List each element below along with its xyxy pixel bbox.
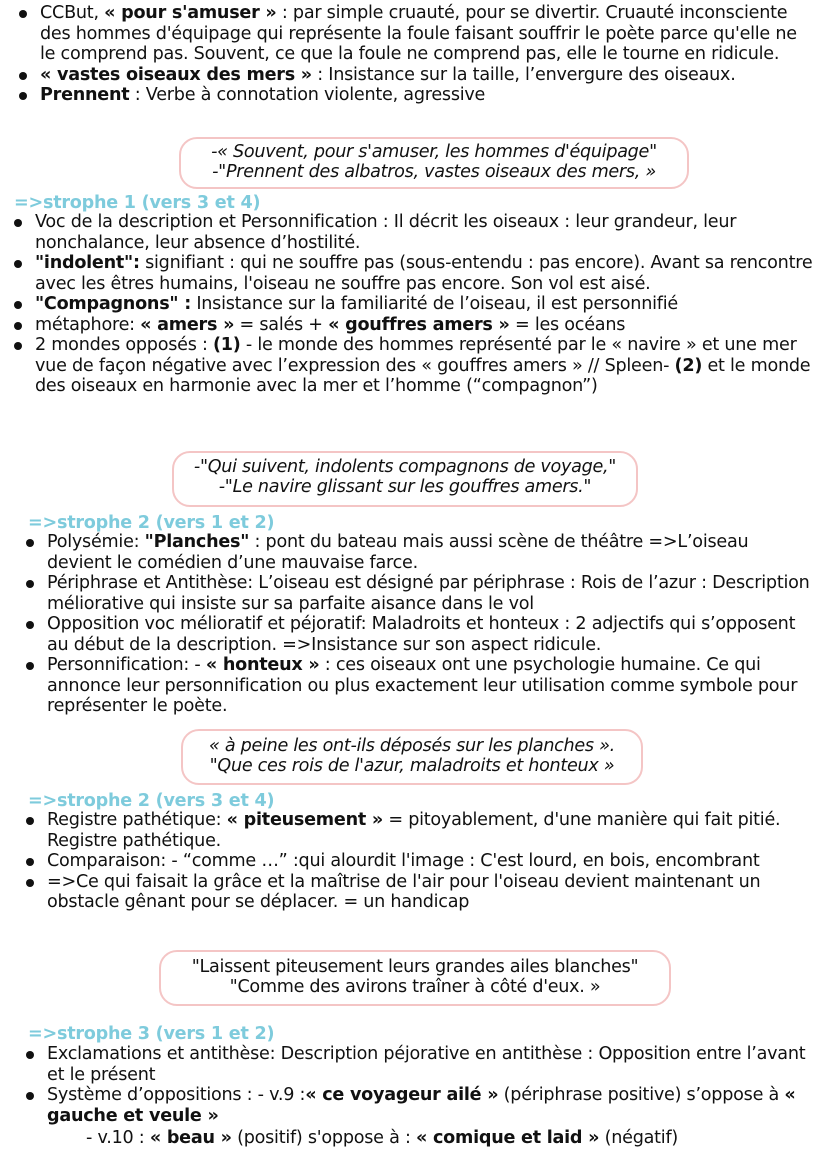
text-run: Registre pathétique: [47, 810, 227, 830]
bold-text: « piteusement » [226, 810, 384, 830]
text-run: = pitoyablement, d'une manière qui fait pitié. Registre pathétique. [47, 810, 781, 851]
bullet-list-strophe-2b [47, 810, 815, 913]
bullet-item [47, 614, 815, 655]
text-run: : ces oiseaux ont une psychologie humaine. Ce qui annonce leur personnification ou plus exactement leur utilisation comme symbole pour représenter le poète. [47, 655, 798, 716]
quote-line: -"Prennent des albatros, vastes oiseaux des mers, » [212, 162, 656, 182]
bullet-item [40, 3, 815, 65]
bold-text: (2) [674, 355, 703, 376]
quote-line: "Laissent piteusement leurs grandes ailes blanches" [191, 957, 639, 977]
bullet-item [47, 872, 815, 913]
bullet-item [47, 655, 815, 717]
text-run: = les océans [509, 314, 626, 335]
bullet-item [35, 212, 815, 253]
bullet-item [35, 294, 815, 315]
text-run: Exclamations et antithèse: Description péjorative en antithèse : Opposition entre l’avant et le présent [47, 1044, 806, 1085]
text-run: Périphrase et Antithèse: L’oiseau est désigné par périphrase : Rois de l’azur : Description méliorative qui insiste sur sa parfaite aisance dans le vol [47, 573, 810, 614]
quote-box-2 [172, 451, 638, 507]
bold-text: « comique et laid » [415, 1128, 600, 1148]
quote-box-3 [181, 729, 643, 785]
text-run: Personnification: - [47, 655, 206, 675]
text-run: Opposition voc mélioratif et péjoratif: Maladroits et honteux : 2 adjectifs qui s’opposent au début de la description. =>Insistance sur son aspect ridicule. [47, 614, 796, 655]
bold-text: « honteux » [205, 655, 320, 675]
bullet-list-intro [40, 3, 815, 106]
quote-line: -« Souvent, pour s'amuser, les hommes d'équipage" [211, 142, 657, 162]
text-run: - v.10 : [86, 1128, 150, 1148]
text-run: CCBut, [40, 3, 105, 23]
quote-box-4 [159, 950, 671, 1006]
text-run: - le monde des hommes représenté par le « navire » et une mer vue de façon négative avec l’expression des « gouffres amers » // Spleen- [35, 335, 797, 376]
bullet-item [35, 315, 815, 336]
text-run: : Insistance sur la taille, l’envergure des oiseaux. [311, 64, 736, 85]
bullet-item [47, 1044, 815, 1085]
bold-text: « gauche et veule » [47, 1085, 796, 1126]
section-heading-strophe-3-vers-1-2: =>strophe 3 (vers 1 et 2) [28, 1024, 275, 1044]
bullet-list-strophe-2a [47, 532, 815, 717]
text-run: Polysémie: [47, 532, 145, 552]
text-run: métaphore: [35, 314, 141, 335]
text-run: : par simple cruauté, pour se divertir. Cruauté inconsciente des hommes d'équipage qui représente la foule faisant souffrir le poète parce qu'elle ne le comprend pas. Souvent, ce que la foule ne comprend pas, elle le tourne en ridicule. [40, 3, 797, 64]
bullet-list-strophe-1 [35, 212, 815, 397]
text-run: : pont du bateau mais aussi scène de théâtre =>L’oiseau devient le comédien d’une mauvaise farce. [47, 532, 749, 573]
bold-text: « beau » [149, 1128, 232, 1148]
bold-text: « vastes oiseaux des mers » [40, 64, 312, 85]
quote-box-1 [179, 137, 689, 189]
text-run: = salés + [234, 314, 329, 335]
text-run: (positif) s'oppose à : [231, 1128, 416, 1148]
bullet-list-strophe-3 [47, 1044, 815, 1126]
sub-line-v10 [86, 1128, 806, 1149]
quote-line: « à peine les ont-ils déposés sur les planches ». [209, 736, 615, 756]
quote-line: "Que ces rois de l'azur, maladroits et honteux » [209, 756, 615, 776]
bold-text: "Compagnons" : [35, 294, 191, 314]
bullet-item [47, 1085, 815, 1126]
text-run: signifiant : qui ne souffre pas (sous-entendu : pas encore). Avant sa rencontre avec les êtres humains, l'oiseau ne souffre pas encore. Son vol est aisé. [35, 253, 813, 294]
quote-line: "Comme des avirons traîner à côté d'eux. » [229, 977, 601, 997]
quote-line: -"Le navire glissant sur les gouffres amers." [218, 477, 592, 497]
text-run: (périphrase positive) s’oppose à [498, 1085, 785, 1105]
text-run: Insistance sur la familiarité de l’oiseau, il est personnifié [191, 294, 678, 314]
bullet-item [40, 85, 815, 106]
quote-line: -"Qui suivent, indolents compagnons de voyage," [193, 457, 617, 477]
bullet-item [35, 253, 815, 294]
text-run: Système d’oppositions : - v.9 : [47, 1085, 306, 1105]
bold-text: « pour s'amuser » [104, 3, 277, 23]
bullet-item [47, 532, 815, 573]
bold-text: "Planches" [144, 532, 250, 552]
bold-text: « amers » [140, 314, 235, 335]
section-heading-strophe-1-vers-3-4: =>strophe 1 (vers 3 et 4) [14, 193, 261, 213]
bullet-item [35, 335, 815, 397]
bullet-item [40, 65, 815, 86]
section-heading-strophe-2-vers-1-2: =>strophe 2 (vers 1 et 2) [28, 513, 275, 533]
bold-text: « ce voyageur ailé » [305, 1085, 499, 1105]
text-run: 2 mondes opposés : [35, 335, 213, 355]
bullet-item [47, 851, 815, 872]
bold-text: (1) [212, 335, 241, 355]
bold-text: « gouffres amers » [328, 314, 510, 335]
text-run: et le monde des oiseaux en harmonie avec la mer et l’homme (“compagnon”) [35, 355, 811, 396]
text-run: (négatif) [599, 1128, 679, 1148]
bold-text: "indolent": [35, 253, 140, 273]
bold-text: Prennent [40, 85, 130, 105]
text-run: Comparaison: - “comme …” :qui alourdit l'image : C'est lourd, en bois, encombrant [47, 851, 760, 871]
text-run: =>Ce qui faisait la grâce et la maîtrise de l'air pour l'oiseau devient maintenant un obstacle gênant pour se déplacer. = un handicap [47, 871, 761, 912]
text-run: : Verbe à connotation violente, agressive [129, 85, 486, 105]
section-heading-strophe-2-vers-3-4: =>strophe 2 (vers 3 et 4) [28, 791, 275, 811]
bullet-item [47, 810, 815, 851]
bullet-item [47, 573, 815, 614]
text-run: Voc de la description et Personnification : Il décrit les oiseaux : leur grandeur, leur nonchalance, leur absence d’hostilité. [35, 212, 737, 253]
